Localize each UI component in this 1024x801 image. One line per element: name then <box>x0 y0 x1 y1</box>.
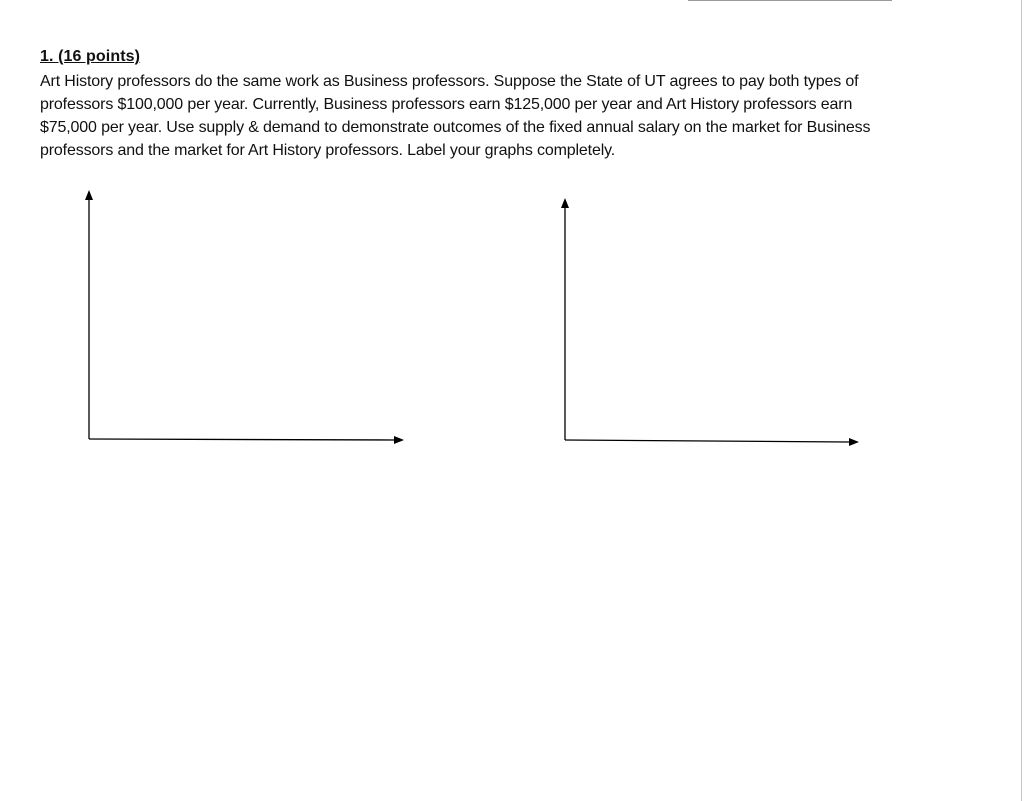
left-graph-x-axis <box>89 439 394 440</box>
left-graph <box>85 190 404 444</box>
question-heading: 1. (16 points) <box>40 48 141 65</box>
question-line: Art History professors do the same work as Business professors. Suppose the State of UT agrees to pay both types of <box>40 73 859 90</box>
question-line: $75,000 per year. Use supply & demand to demonstrate outcomes of the fixed annual salary on the market for Business <box>40 119 871 136</box>
question-line: professors and the market for Art History professors. Label your graphs completely. <box>40 142 616 159</box>
right-graph-y-arrow-icon <box>561 198 569 208</box>
left-graph-x-arrow-icon <box>394 436 404 444</box>
question-line: professors $100,000 per year. Currently, Business professors earn $125,000 per year and Art History professors earn <box>40 96 853 113</box>
left-graph-y-arrow-icon <box>85 190 93 200</box>
right-graph-x-arrow-icon <box>849 438 859 446</box>
right-graph <box>561 198 859 446</box>
right-graph-x-axis <box>565 440 849 442</box>
